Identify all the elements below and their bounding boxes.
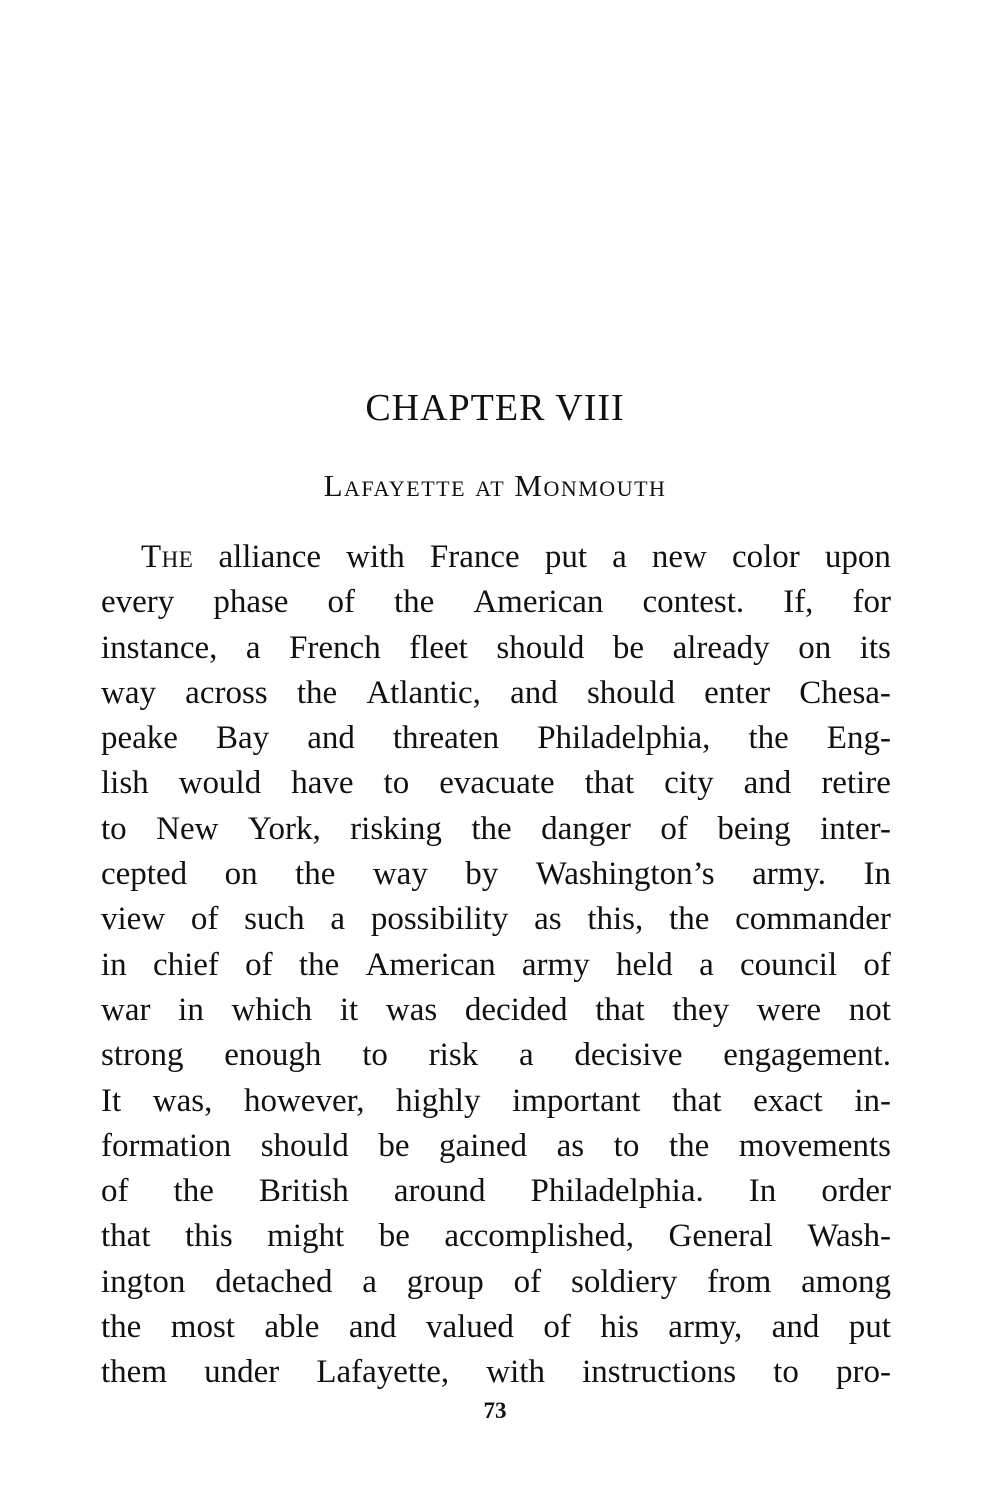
word: new <box>651 539 707 575</box>
word: enter <box>704 674 771 711</box>
word: of <box>660 810 688 847</box>
text-line <box>101 761 891 806</box>
word: were <box>756 991 822 1028</box>
word: from <box>707 1263 772 1300</box>
word: however, <box>243 1082 365 1119</box>
word: was <box>385 991 438 1028</box>
lead-word: The <box>141 539 194 575</box>
word: Washington’s <box>535 856 715 893</box>
word: of <box>327 584 355 621</box>
word: put <box>848 1309 891 1346</box>
word: the <box>296 674 338 711</box>
word: it <box>339 991 359 1028</box>
word: that <box>101 1218 151 1255</box>
word: be <box>378 1127 410 1164</box>
word: formation <box>101 1127 232 1164</box>
word: able <box>264 1309 320 1346</box>
word: them <box>101 1354 167 1391</box>
word: be <box>378 1218 410 1255</box>
word: council <box>739 946 838 983</box>
word: the <box>393 584 435 621</box>
word: and <box>743 765 792 802</box>
word: Philadelphia. <box>530 1173 704 1210</box>
word: and <box>307 720 355 757</box>
word: chief <box>152 946 219 983</box>
text-line <box>101 580 891 625</box>
word: army. <box>752 856 826 893</box>
word: a <box>362 1263 377 1300</box>
word: the <box>669 901 710 938</box>
word: risk <box>428 1037 479 1074</box>
word: lish <box>101 765 149 802</box>
word: phase <box>213 584 289 621</box>
word: Bay <box>215 720 270 757</box>
word: way <box>101 674 156 711</box>
word: cepted <box>101 856 188 893</box>
word: the <box>101 1309 142 1346</box>
word: have <box>291 765 354 802</box>
word: risking <box>350 810 442 847</box>
word: important <box>512 1082 641 1119</box>
word: a <box>612 539 627 575</box>
word: of <box>245 946 273 983</box>
word: should <box>260 1127 349 1164</box>
word: for <box>852 584 891 621</box>
word: on <box>224 856 258 893</box>
word: French <box>289 629 381 666</box>
word: decisive <box>574 1037 683 1074</box>
word: to <box>773 1354 799 1391</box>
word: not <box>848 991 891 1028</box>
word: being <box>717 810 791 847</box>
word: that <box>595 991 645 1028</box>
word: instance, <box>101 629 218 666</box>
word: enough <box>224 1037 322 1074</box>
text-line <box>101 535 891 580</box>
text-line <box>101 1079 891 1124</box>
word: gained <box>439 1127 528 1164</box>
word: peake <box>101 720 178 757</box>
word: It <box>101 1082 122 1119</box>
word: should <box>586 674 675 711</box>
text-line <box>101 671 891 716</box>
word: valued <box>425 1309 514 1346</box>
word: was, <box>152 1082 213 1119</box>
word: as <box>556 1127 585 1164</box>
word: movements <box>738 1127 891 1164</box>
word: In <box>748 1173 777 1210</box>
word: Lafayette, <box>316 1354 450 1391</box>
word: in <box>178 991 204 1028</box>
word: alliance <box>218 539 322 575</box>
word: that <box>584 765 635 802</box>
word: way <box>372 856 428 893</box>
word: such <box>244 901 305 938</box>
text-line <box>101 716 891 761</box>
word: to <box>383 765 410 802</box>
word: upon <box>824 539 891 575</box>
word: of <box>101 1173 129 1210</box>
word: ington <box>101 1263 186 1300</box>
word: soldiery <box>570 1263 678 1300</box>
word: and <box>510 674 558 711</box>
word: held <box>615 946 673 983</box>
word: a <box>330 901 346 938</box>
word: danger <box>541 810 631 847</box>
word: a <box>518 1037 534 1074</box>
word: to <box>362 1037 388 1074</box>
word: American <box>365 946 496 983</box>
word: American <box>473 584 604 621</box>
word: commander <box>735 901 891 938</box>
word: that <box>672 1082 722 1119</box>
word: threaten <box>392 720 500 757</box>
text-line <box>101 988 891 1033</box>
word: city <box>664 765 714 802</box>
word: be <box>612 629 645 666</box>
word: contest. <box>642 584 745 621</box>
word: France <box>429 539 520 575</box>
word: a <box>699 946 714 983</box>
word: instructions <box>582 1354 737 1391</box>
word: its <box>859 629 891 666</box>
word: view <box>101 901 166 938</box>
word: possibility <box>370 901 509 938</box>
word: and <box>771 1309 820 1346</box>
word: in <box>101 946 127 983</box>
word: engagement. <box>723 1037 891 1074</box>
word: Eng- <box>826 720 891 757</box>
word: across <box>185 674 268 711</box>
word: this <box>184 1218 233 1255</box>
word: York, <box>247 810 321 847</box>
chapter-title: Lafayette at Monmouth <box>323 468 667 503</box>
word: should <box>496 629 585 666</box>
word: of <box>863 946 891 983</box>
word: on <box>798 629 832 666</box>
chapter-number: CHAPTER VIII <box>365 387 625 429</box>
word: with <box>346 539 405 575</box>
word: army, <box>668 1309 743 1346</box>
word: this, <box>587 901 644 938</box>
word: Chesa- <box>799 674 891 711</box>
word: to <box>101 810 127 847</box>
word: under <box>204 1354 280 1391</box>
word: the <box>748 720 789 757</box>
word: would <box>178 765 262 802</box>
word: fleet <box>409 629 468 666</box>
word: among <box>801 1263 891 1300</box>
word: of <box>543 1309 571 1346</box>
text-line <box>101 1033 891 1078</box>
word: the <box>668 1127 710 1164</box>
word: of <box>513 1263 542 1300</box>
page-number: 73 <box>483 1398 507 1423</box>
word: decided <box>464 991 568 1028</box>
word: they <box>672 991 730 1028</box>
word: already <box>672 629 770 666</box>
text-line <box>101 1214 891 1259</box>
word: General <box>668 1218 773 1255</box>
word: Philadelphia, <box>537 720 711 757</box>
word: the <box>173 1173 214 1210</box>
word: New <box>156 810 219 847</box>
text-line <box>101 1350 891 1395</box>
word: and <box>348 1309 397 1346</box>
text-line <box>101 626 891 671</box>
word: with <box>486 1354 545 1391</box>
word: British <box>258 1173 349 1210</box>
word: group <box>406 1263 484 1300</box>
word: around <box>393 1173 486 1210</box>
body-text <box>101 535 891 1396</box>
word: retire <box>821 765 891 802</box>
text-line <box>101 852 891 897</box>
word: as <box>534 901 562 938</box>
text-line <box>101 1169 891 1214</box>
word: color <box>731 539 800 575</box>
word: by <box>465 856 499 893</box>
word: army <box>521 946 590 983</box>
word: Wash- <box>807 1218 891 1255</box>
word: might <box>267 1218 345 1255</box>
text-line <box>101 1305 891 1350</box>
text-line <box>101 1124 891 1169</box>
word: detached <box>215 1263 333 1300</box>
text-line <box>101 1260 891 1305</box>
word: which <box>231 991 313 1028</box>
word: to <box>613 1127 640 1164</box>
text-line <box>101 897 891 942</box>
word: of <box>190 901 219 938</box>
word: exact <box>753 1082 823 1119</box>
word: strong <box>101 1037 184 1074</box>
word: If, <box>783 584 814 621</box>
word: every <box>101 584 175 621</box>
word: highly <box>396 1082 481 1119</box>
word: the <box>298 946 340 983</box>
word: most <box>170 1309 235 1346</box>
text-line <box>101 807 891 852</box>
word: his <box>600 1309 639 1346</box>
word: In <box>863 856 891 893</box>
word: pro- <box>835 1354 891 1391</box>
word: put <box>544 539 587 575</box>
word: inter- <box>820 810 891 847</box>
word: order <box>821 1173 891 1210</box>
word: Atlantic, <box>366 674 481 711</box>
word: the <box>295 856 336 893</box>
word: in- <box>854 1082 891 1119</box>
text-line <box>101 943 891 988</box>
word: a <box>245 629 261 666</box>
word: accomplished, <box>444 1218 635 1255</box>
word: war <box>101 991 151 1028</box>
word: the <box>471 810 512 847</box>
word: evacuate <box>439 765 555 802</box>
